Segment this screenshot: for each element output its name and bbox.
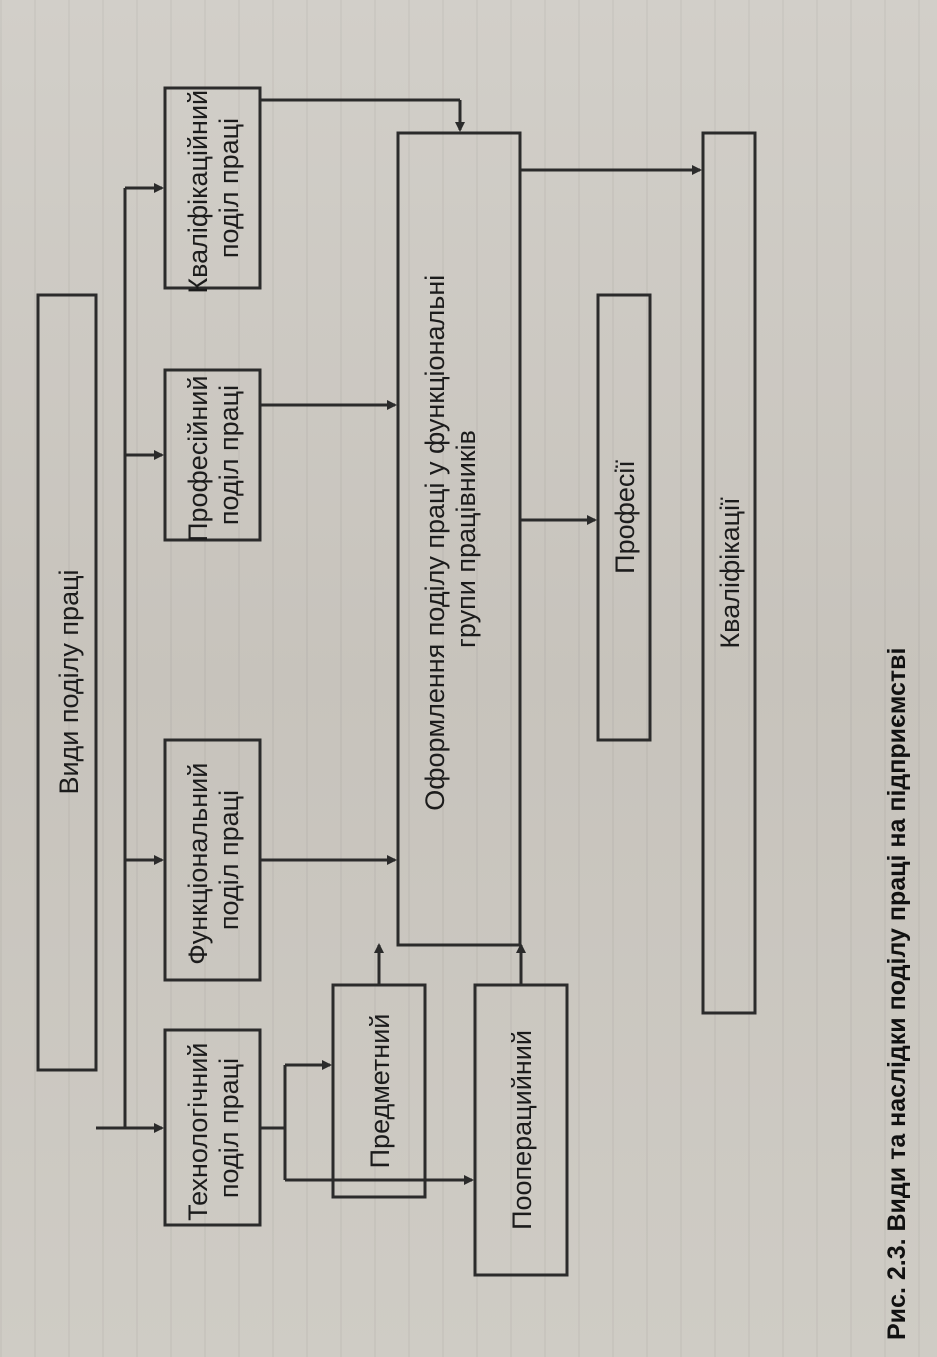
result-label: Професії: [610, 460, 640, 574]
type-label-line: Функціональний: [183, 762, 213, 965]
result-label: Кваліфікації: [715, 497, 745, 649]
root-label: Види поділу праці: [54, 569, 84, 795]
result-box-professions: [598, 295, 650, 740]
type-label-line: поділ праці: [214, 789, 244, 931]
result-box-qualifications: [703, 133, 755, 1013]
type-label-line: Кваліфікаційний: [183, 89, 213, 294]
type-box-professional: [165, 368, 260, 542]
type-label-line: поділ праці: [214, 117, 244, 259]
type-label-line: поділ праці: [214, 384, 244, 526]
subtype-box-subject: [333, 985, 425, 1197]
subtype-box-operational: [475, 985, 567, 1275]
subtype-label: Пооперацийний: [507, 1030, 537, 1230]
svg-text:Кваліфікаційний поділ: [183, 82, 244, 293]
type-box-qualification: [165, 82, 260, 293]
svg-text:Оформлення поділу праці у функ: [420, 267, 481, 810]
svg-text:Функціональний поділ п: [183, 755, 244, 965]
type-label-line: Професійний: [183, 375, 213, 542]
root-box: [38, 295, 96, 1070]
svg-text:Технологічний поділ пр: [183, 1035, 244, 1221]
type-box-technological: [165, 1030, 260, 1225]
type-label-line: поділ праці: [214, 1057, 244, 1199]
svg-text:Професійний поділ прац: [183, 368, 244, 542]
subtype-label: Предметний: [365, 1013, 395, 1169]
type-label-line: Технологічний: [183, 1042, 213, 1221]
figure-caption: Рис. 2.3. Види та наслідки поділу праці на підприємстві: [883, 647, 911, 1340]
center-box: [398, 133, 520, 945]
type-box-functional: [165, 740, 260, 980]
center-label-line: Оформлення поділу праці у функціональні: [420, 274, 450, 811]
center-label-line: групи працівників: [451, 430, 481, 648]
